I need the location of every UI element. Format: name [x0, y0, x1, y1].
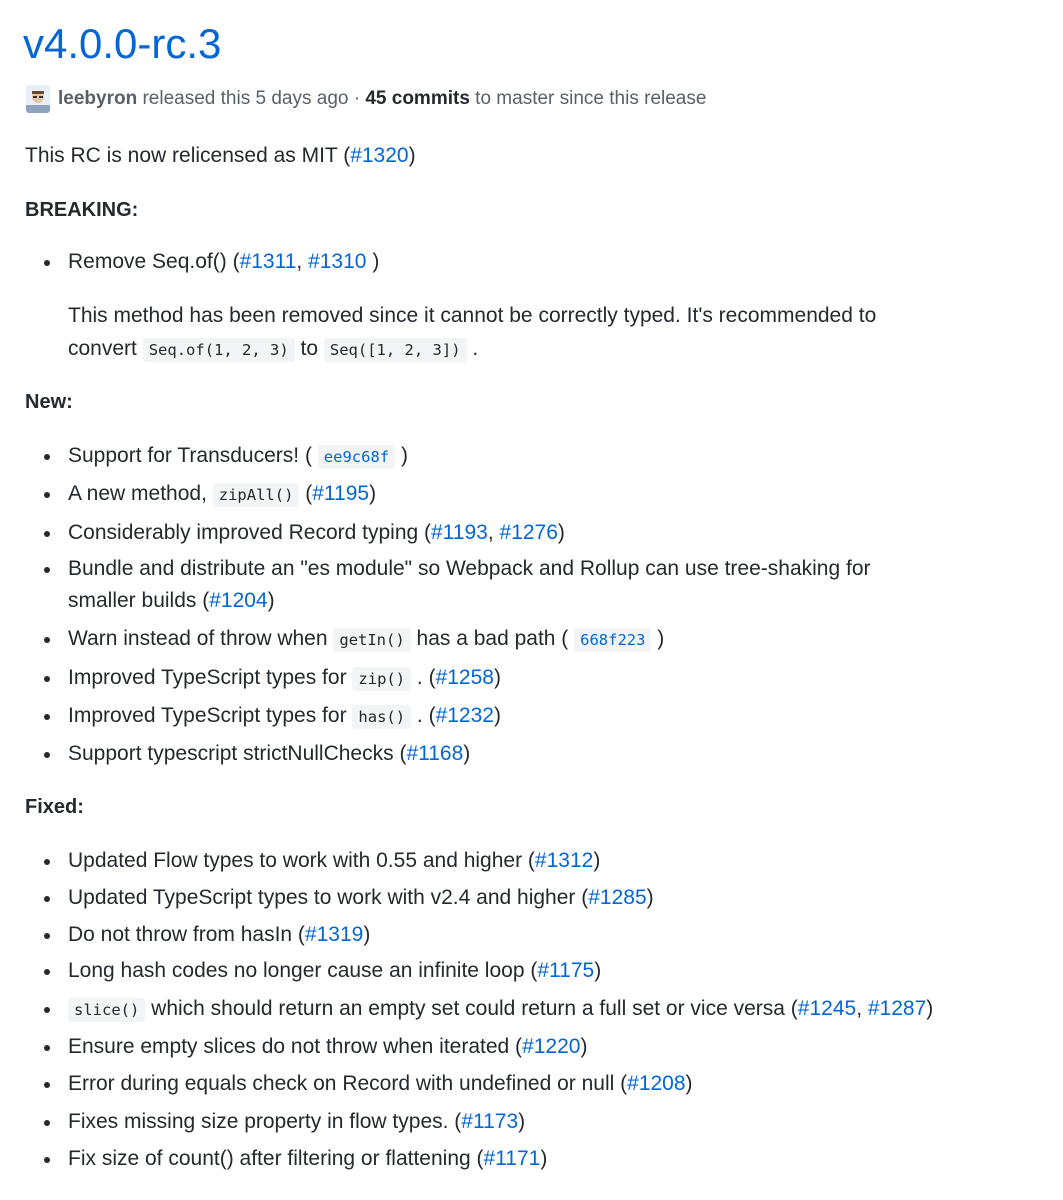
issue-link[interactable]: #1193: [431, 521, 488, 544]
code-snippet: zip(): [352, 667, 411, 691]
list-item: Considerably improved Record typing (#1193, #1276): [68, 519, 565, 547]
list-item: Updated TypeScript types to work with v2.4 and higher (#1285): [68, 884, 654, 912]
released-text: released this 5 days ago ·: [137, 88, 366, 109]
issue-link[interactable]: #1168: [406, 742, 464, 765]
code-snippet: zipAll(): [213, 483, 300, 507]
breaking-note-line2: convert Seq.of(1, 2, 3) to Seq([1, 2, 3]) .: [68, 337, 479, 360]
list-item: Error during equals check on Record with undefined or null (#1208): [68, 1070, 693, 1098]
list-item: Warn instead of throw when getIn() has a bad path ( 668f223 ): [68, 625, 664, 654]
issue-link[interactable]: #1320: [350, 144, 409, 167]
issue-link[interactable]: #1276: [499, 521, 558, 544]
issue-link[interactable]: #1204: [209, 589, 268, 612]
issue-link[interactable]: #1232: [435, 704, 494, 727]
issue-link[interactable]: #1171: [483, 1147, 541, 1170]
commit-link[interactable]: 668f223: [574, 628, 651, 652]
list-item: Fix size of count() after filtering or flattening (#1171): [68, 1145, 547, 1173]
issue-link[interactable]: #1310: [308, 250, 367, 273]
breaking-note-line1: This method has been removed since it cannot be correctly typed. It's recommended to: [68, 304, 877, 327]
issue-link[interactable]: #1312: [534, 849, 594, 872]
list-item: Long hash codes no longer cause an infinite loop (#1175): [68, 957, 601, 985]
list-item: A new method, zipAll() (#1195): [68, 480, 376, 509]
list-item: Updated Flow types to work with 0.55 and higher (#1312): [68, 847, 600, 875]
issue-link[interactable]: #1245: [797, 997, 857, 1020]
code-snippet: slice(): [68, 998, 145, 1022]
issue-link[interactable]: #1285: [588, 886, 647, 909]
list-item: Do not throw from hasIn (#1319): [68, 921, 370, 949]
user-avatar-icon[interactable]: [26, 85, 50, 113]
list-item: Fixes missing size property in flow types. (#1173): [68, 1108, 525, 1136]
list-item: Ensure empty slices do not throw when iterated (#1220): [68, 1033, 587, 1061]
code-snippet: has(): [352, 705, 411, 729]
release-title[interactable]: v4.0.0-rc.3: [23, 20, 222, 67]
list-item-continuation: smaller builds (#1204): [68, 589, 275, 612]
commit-link[interactable]: ee9c68f: [318, 445, 395, 469]
code-snippet: getIn(): [333, 628, 410, 652]
list-item: Bundle and distribute an "es module" so Webpack and Rollup can use tree-shaking for: [68, 555, 871, 583]
issue-link[interactable]: #1220: [522, 1035, 581, 1058]
code-snippet: Seq.of(1, 2, 3): [143, 338, 295, 362]
commits-link[interactable]: 45 commits: [365, 88, 470, 109]
new-heading: New:: [25, 391, 73, 413]
breaking-heading: BREAKING:: [25, 199, 139, 221]
list-item: Improved TypeScript types for has() . (#1232): [68, 702, 501, 731]
release-meta: [26, 84, 706, 114]
list-item: Remove Seq.of() (#1311, #1310 ): [68, 248, 379, 276]
issue-link[interactable]: #1208: [627, 1072, 686, 1095]
issue-link[interactable]: #1311: [239, 250, 297, 273]
issue-link[interactable]: #1175: [537, 959, 595, 982]
fixed-heading: Fixed:: [25, 796, 84, 818]
code-snippet: Seq([1, 2, 3]): [324, 338, 467, 362]
issue-link[interactable]: #1195: [312, 482, 370, 505]
intro-paragraph: This RC is now relicensed as MIT (#1320): [25, 144, 416, 167]
issue-link[interactable]: #1287: [867, 997, 927, 1020]
commits-suffix: to master since this release: [469, 88, 707, 109]
issue-link[interactable]: #1173: [461, 1110, 519, 1133]
issue-link[interactable]: #1258: [435, 666, 494, 689]
list-item: Support typescript strictNullChecks (#1168): [68, 740, 470, 768]
issue-link[interactable]: #1319: [304, 923, 364, 946]
author-link[interactable]: leebyron: [58, 88, 138, 109]
list-item: Improved TypeScript types for zip() . (#1258): [68, 664, 501, 693]
list-item: slice() which should return an empty set could return a full set or vice versa (#1245, #1287): [68, 995, 933, 1024]
list-item: Support for Transducers! ( ee9c68f ): [68, 442, 408, 471]
